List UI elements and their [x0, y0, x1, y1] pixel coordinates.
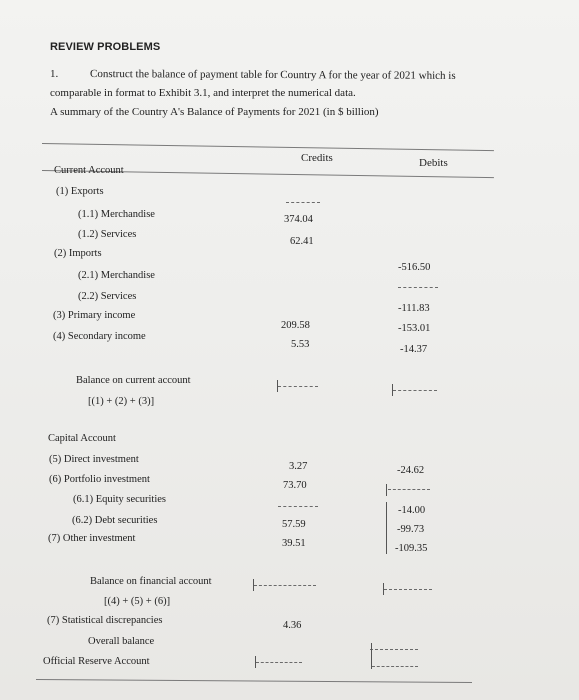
label-balance-financial-account: Balance on financial account — [90, 576, 212, 587]
vertical-mark — [383, 583, 384, 595]
vertical-mark — [392, 384, 393, 396]
debit-overall-balance-dash — [370, 649, 418, 650]
debit-balance-current-dash — [393, 390, 437, 391]
section-heading: REVIEW PROBLEMS — [50, 41, 161, 53]
label-direct-investment: (5) Direct investment — [49, 454, 139, 465]
credit-services-value: 62.41 — [290, 236, 314, 247]
column-header-debits: Debits — [419, 157, 448, 169]
credit-other-investment-value: 39.51 — [282, 538, 306, 549]
debit-direct-investment-value: -24.62 — [397, 465, 425, 476]
label-statistical-discrepancies: (7) Statistical discrepancies — [47, 615, 163, 626]
label-merchandise-imports: (2.1) Merchandise — [78, 270, 155, 281]
credit-portfolio-investment-value: 73.70 — [283, 480, 307, 491]
vertical-mark — [277, 380, 278, 392]
credit-statistical-discrepancies-value: 4.36 — [283, 620, 302, 631]
debit-imports-value: -516.50 — [398, 262, 431, 273]
vertical-mark — [386, 502, 387, 554]
debit-other-investment-value: -109.35 — [395, 543, 428, 554]
vertical-mark — [253, 579, 254, 591]
label-portfolio-investment: (6) Portfolio investment — [49, 474, 150, 485]
debit-primary-income-value: -153.01 — [398, 323, 431, 334]
question-number: 1. — [50, 68, 59, 80]
label-overall-balance: Overall balance — [88, 636, 155, 647]
label-services-exports: (1.2) Services — [78, 229, 137, 240]
label-capital-account: Capital Account — [48, 433, 116, 444]
label-primary-income: (3) Primary income — [53, 310, 136, 321]
table-bottom-rule — [36, 679, 472, 683]
credit-exports-dash — [286, 202, 320, 203]
question-line-1: Construct the balance of payment table for Country A for the year of 2021 which is — [89, 68, 456, 82]
credit-balance-current-dash — [278, 386, 318, 387]
vertical-mark — [255, 656, 256, 668]
debit-balance-financial-dash — [384, 589, 432, 590]
label-secondary-income: (4) Secondary income — [53, 331, 146, 342]
table-top-rule — [42, 143, 494, 151]
debit-debt-securities-value: -99.73 — [397, 524, 425, 535]
label-current-account: Current Account — [54, 165, 124, 176]
label-official-reserve-account: Official Reserve Account — [43, 656, 150, 667]
label-balance-financial-formula: [(4) + (5) + (6)] — [104, 596, 171, 607]
label-merchandise-exports: (1.1) Merchandise — [78, 209, 155, 220]
debit-equity-securities-value: -14.00 — [398, 505, 426, 516]
credit-primary-income-value: 209.58 — [281, 320, 310, 331]
debit-secondary-income-value: -14.37 — [400, 344, 428, 355]
label-other-investment: (7) Other investment — [48, 533, 136, 544]
label-balance-current-formula: [(1) + (2) + (3)] — [88, 396, 155, 407]
credit-balance-financial-dash — [254, 585, 316, 586]
vertical-mark — [371, 643, 372, 669]
vertical-mark — [386, 484, 387, 496]
question-line-2: comparable in format to Exhibit 3.1, and interpret the numerical data. — [50, 87, 356, 99]
debit-official-reserve-dash — [372, 666, 418, 667]
credit-merchandise-value: 374.04 — [284, 214, 313, 225]
label-exports: (1) Exports — [56, 186, 104, 197]
credit-official-reserve-dash — [256, 662, 302, 663]
debit-imports-dash — [398, 287, 438, 288]
credit-direct-investment-value: 3.27 — [289, 461, 308, 472]
label-imports: (2) Imports — [54, 248, 102, 259]
label-equity-securities: (6.1) Equity securities — [73, 494, 167, 505]
credit-secondary-income-value: 5.53 — [291, 339, 310, 350]
label-debt-securities: (6.2) Debt securities — [72, 515, 158, 526]
credit-debt-securities-value: 57.59 — [282, 519, 306, 530]
credit-equity-dash — [278, 506, 318, 507]
column-header-credits: Credits — [301, 152, 333, 164]
debit-portfolio-dash — [388, 489, 430, 490]
table-caption: A summary of the Country A's Balance of Payments for 2021 (in $ billion) — [50, 106, 379, 118]
debit-services-imports-value: -111.83 — [398, 303, 430, 314]
label-balance-current-account: Balance on current account — [76, 375, 191, 386]
label-services-imports: (2.2) Services — [78, 291, 137, 302]
